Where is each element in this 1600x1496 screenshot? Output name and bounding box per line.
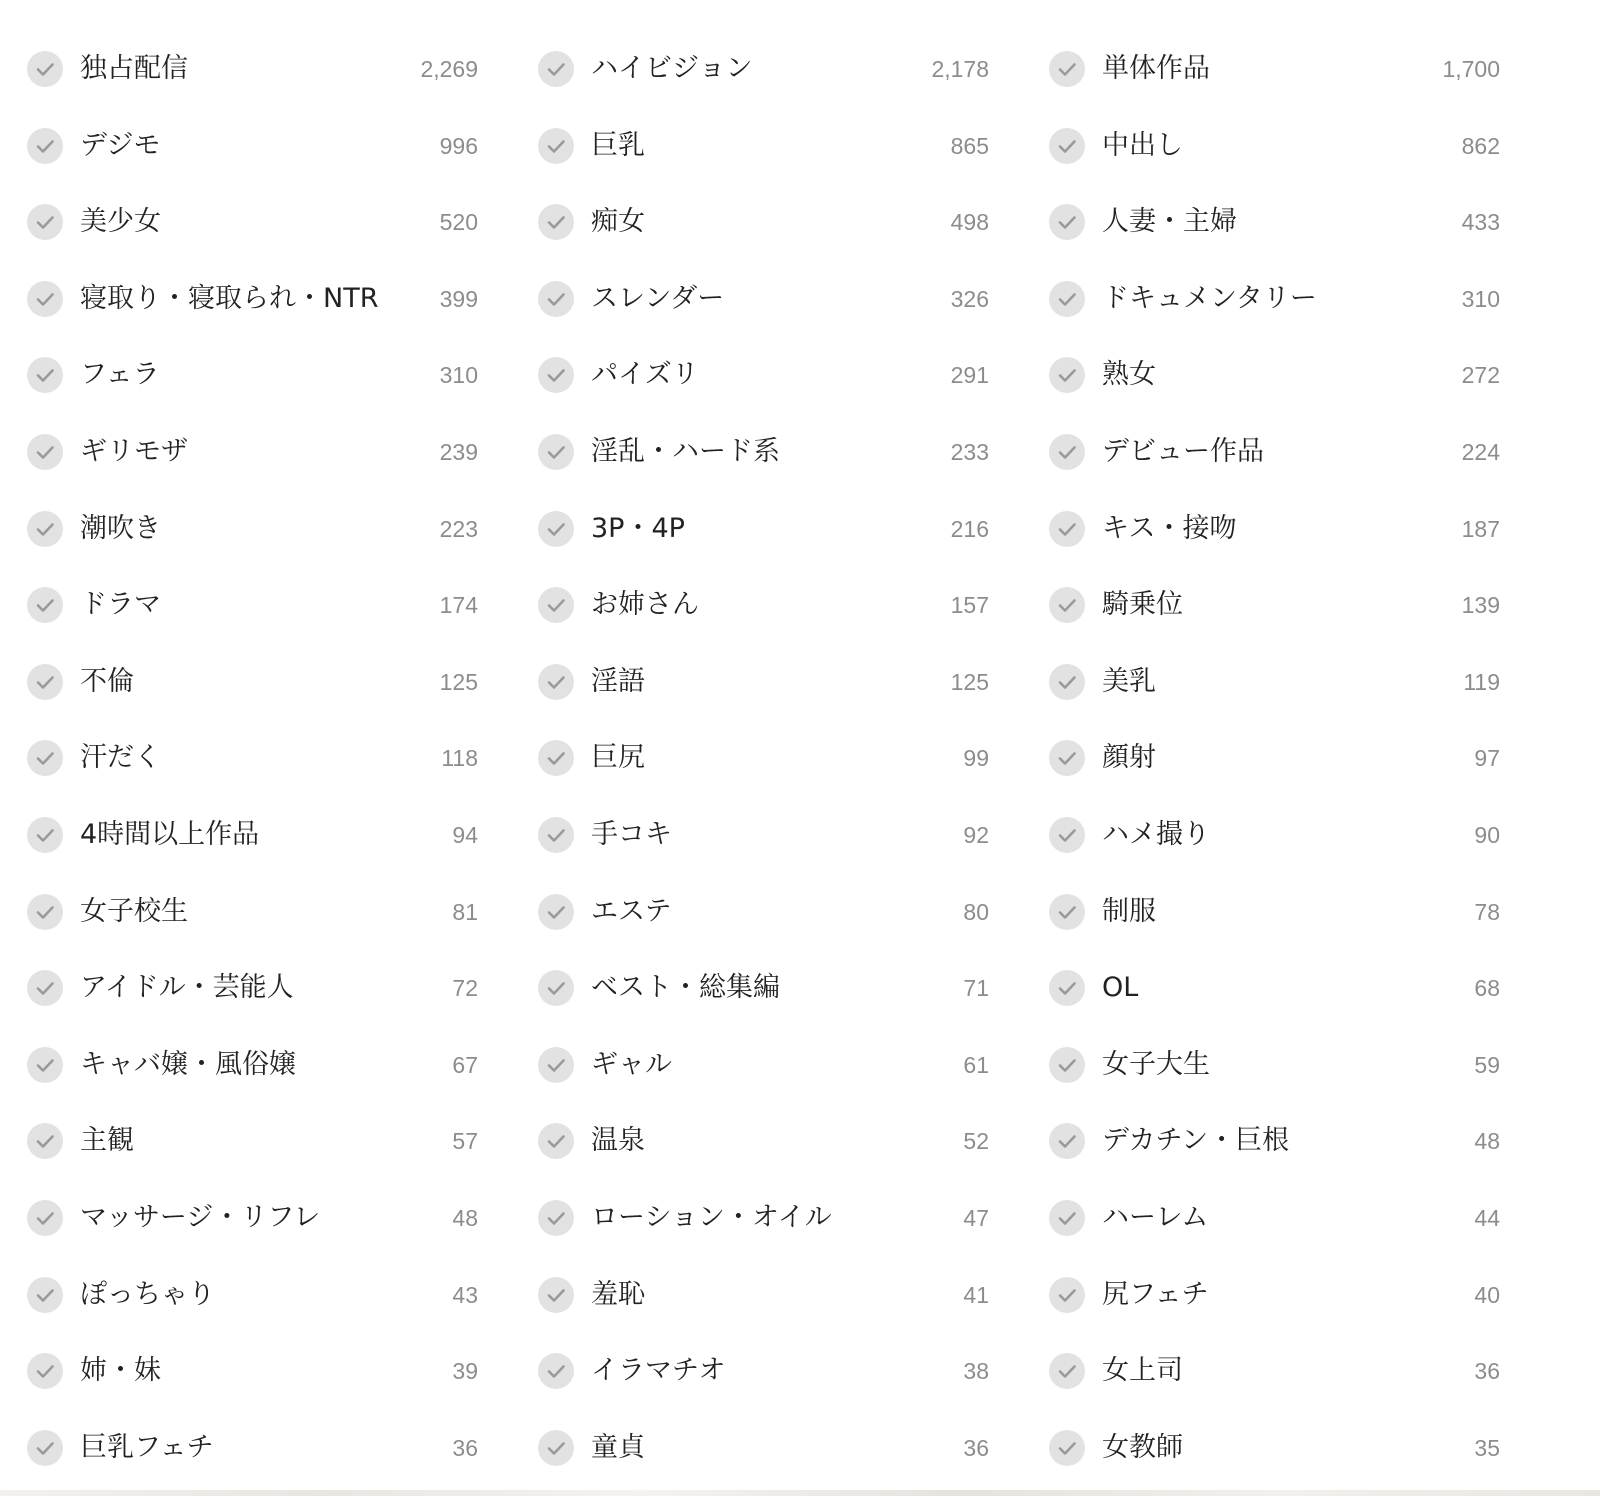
genre-count: 36	[1474, 1358, 1500, 1385]
genre-count: 61	[963, 1051, 989, 1078]
genre-name[interactable]: 女上司	[1102, 1355, 1183, 1387]
checkmark-circle-icon[interactable]	[27, 51, 63, 87]
genre-name[interactable]: ハイビジョン	[591, 53, 753, 84]
genre-filter-item[interactable]	[1022, 874, 1533, 951]
genre-name[interactable]: 巨尻	[591, 742, 645, 774]
genre-filter-item[interactable]	[0, 644, 511, 721]
genre-count: 125	[439, 668, 478, 695]
checkmark-circle-icon[interactable]	[1049, 1047, 1085, 1083]
checkmark-circle-icon[interactable]	[1049, 1123, 1085, 1159]
genre-name[interactable]: 顔射	[1102, 742, 1156, 774]
genre-filter-item[interactable]	[1022, 1180, 1533, 1257]
genre-name[interactable]: キャバ嬢・風俗嬢	[80, 1048, 296, 1080]
genre-name[interactable]: 羞恥	[591, 1278, 645, 1310]
genre-name[interactable]: イラマチオ	[591, 1355, 726, 1387]
genre-filter-item[interactable]	[511, 644, 1022, 721]
genre-name[interactable]: キス・接吻	[1102, 512, 1237, 544]
genre-count: 224	[1461, 438, 1500, 465]
genre-filter-item[interactable]	[0, 31, 511, 108]
genre-name[interactable]: 痴女	[591, 206, 645, 238]
checkmark-circle-icon[interactable]	[27, 281, 63, 317]
genre-count: 71	[963, 975, 989, 1002]
genre-filter-item[interactable]	[511, 108, 1022, 185]
genre-filter-item[interactable]	[0, 720, 511, 797]
genre-filter-item[interactable]	[511, 720, 1022, 797]
checkmark-circle-icon[interactable]	[538, 1123, 574, 1159]
genre-name[interactable]: 淫乱・ハード系	[591, 435, 780, 467]
genre-filter-item[interactable]	[511, 874, 1022, 951]
genre-count: 862	[1461, 132, 1500, 159]
checkmark-circle-icon[interactable]	[538, 434, 574, 470]
genre-filter-item[interactable]	[0, 1103, 511, 1180]
checkmark-circle-icon[interactable]	[27, 1123, 63, 1159]
genre-count: 2,269	[420, 56, 478, 82]
genre-name[interactable]: 姉・妹	[80, 1355, 161, 1387]
genre-filter-item[interactable]	[0, 108, 511, 185]
genre-count: 433	[1461, 209, 1500, 236]
genre-name[interactable]: ハメ撮り	[1102, 818, 1210, 850]
genre-filter-item[interactable]	[511, 1333, 1022, 1410]
genre-name[interactable]: アイドル・芸能人	[80, 972, 294, 1004]
checkmark-circle-icon[interactable]	[538, 664, 574, 700]
genre-filter-item[interactable]	[1022, 261, 1533, 338]
genre-row	[0, 31, 1600, 108]
genre-name[interactable]: エステ	[591, 895, 672, 927]
genre-name[interactable]: マッサージ・リフレ	[80, 1201, 321, 1233]
genre-count: 81	[452, 898, 478, 925]
checkmark-circle-icon[interactable]	[1049, 434, 1085, 470]
genre-name[interactable]: ギリモザ	[80, 435, 188, 467]
checkmark-circle-icon[interactable]	[538, 204, 574, 240]
genre-name[interactable]: 淫語	[591, 665, 645, 697]
genre-filter-item[interactable]	[511, 950, 1022, 1027]
genre-name[interactable]: 手コキ	[591, 818, 672, 850]
genre-count: 216	[950, 515, 989, 542]
genre-row	[0, 797, 1600, 874]
checkmark-circle-icon[interactable]	[538, 511, 574, 547]
genre-filter-item[interactable]	[1022, 337, 1533, 414]
checkmark-circle-icon[interactable]	[27, 970, 63, 1006]
genre-filter-item[interactable]	[1022, 644, 1533, 721]
genre-count: 291	[950, 362, 989, 389]
checkmark-circle-icon[interactable]	[27, 817, 63, 853]
checkmark-circle-icon[interactable]	[538, 740, 574, 776]
genre-row	[0, 337, 1600, 414]
checkmark-circle-icon[interactable]	[538, 894, 574, 930]
genre-name[interactable]: 女教師	[1102, 1431, 1183, 1463]
genre-name[interactable]: 熟女	[1102, 359, 1156, 391]
genre-filter-item[interactable]	[0, 567, 511, 644]
genre-filter-item[interactable]	[1022, 414, 1533, 491]
checkmark-circle-icon[interactable]	[538, 51, 574, 87]
checkmark-circle-icon[interactable]	[1049, 664, 1085, 700]
genre-name[interactable]: 巨乳フェチ	[80, 1431, 214, 1463]
genre-name[interactable]: ギャル	[591, 1048, 672, 1080]
genre-filter-item[interactable]	[0, 184, 511, 261]
genre-count: 36	[452, 1434, 478, 1461]
checkmark-circle-icon[interactable]	[1049, 51, 1085, 87]
checkmark-circle-icon[interactable]	[1049, 128, 1085, 164]
genre-row	[0, 1257, 1600, 1334]
genre-filter-item[interactable]	[511, 1257, 1022, 1334]
genre-name[interactable]: 人妻・主婦	[1102, 206, 1237, 238]
genre-name[interactable]: OL	[1102, 972, 1139, 1004]
checkmark-circle-icon[interactable]	[1049, 587, 1085, 623]
genre-count: 125	[950, 668, 989, 695]
genre-row	[0, 874, 1600, 951]
genre-count: 67	[452, 1051, 478, 1078]
genre-name[interactable]: 潮吹き	[80, 512, 161, 544]
genre-filter-item[interactable]	[0, 1180, 511, 1257]
genre-name[interactable]: 尻フェチ	[1102, 1278, 1209, 1310]
genre-filter-item[interactable]	[0, 414, 511, 491]
genre-filter-item[interactable]	[511, 797, 1022, 874]
genre-count: 48	[1474, 1128, 1500, 1155]
genre-count: 72	[452, 975, 478, 1002]
genre-name[interactable]: デカチン・巨根	[1102, 1125, 1290, 1157]
checkmark-circle-icon[interactable]	[538, 1047, 574, 1083]
genre-row	[0, 491, 1600, 568]
genre-filter-item[interactable]	[511, 261, 1022, 338]
genre-filter-item[interactable]	[0, 261, 511, 338]
genre-name[interactable]: 主観	[80, 1125, 134, 1157]
genre-count: 57	[452, 1128, 478, 1155]
genre-filter-item[interactable]	[511, 31, 1022, 108]
genre-count: 174	[439, 592, 478, 619]
genre-name[interactable]: ドキュメンタリー	[1102, 282, 1317, 314]
genre-count: 498	[950, 209, 989, 236]
genre-count: 40	[1474, 1281, 1500, 1308]
genre-filter-item[interactable]	[511, 1410, 1022, 1487]
genre-filter-item[interactable]	[0, 797, 511, 874]
genre-name[interactable]: 美少女	[80, 206, 161, 238]
checkmark-circle-icon[interactable]	[1049, 1353, 1085, 1389]
genre-filter-item[interactable]	[1022, 797, 1533, 874]
checkmark-circle-icon[interactable]	[27, 434, 63, 470]
genre-name[interactable]: 単体作品	[1102, 53, 1210, 84]
checkmark-circle-icon[interactable]	[27, 894, 63, 930]
genre-count: 187	[1461, 515, 1500, 542]
genre-filter-item[interactable]	[1022, 491, 1533, 568]
checkmark-circle-icon[interactable]	[27, 664, 63, 700]
genre-count: 326	[950, 285, 989, 312]
genre-name[interactable]: 寝取り・寝取られ・NTR	[80, 282, 379, 314]
genre-count: 68	[1474, 975, 1500, 1002]
checkmark-circle-icon[interactable]	[27, 740, 63, 776]
checkmark-circle-icon[interactable]	[1049, 894, 1085, 930]
checkmark-circle-icon[interactable]	[538, 1200, 574, 1236]
genre-count: 399	[439, 285, 478, 312]
genre-filter-item[interactable]	[1022, 1333, 1533, 1410]
checkmark-circle-icon[interactable]	[27, 1430, 63, 1466]
genre-count: 43	[452, 1281, 478, 1308]
genre-filter-item[interactable]	[0, 1257, 511, 1334]
genre-count: 39	[452, 1358, 478, 1385]
genre-name[interactable]: パイズリ	[591, 359, 699, 391]
checkmark-circle-icon[interactable]	[1049, 1277, 1085, 1313]
checkmark-circle-icon[interactable]	[538, 128, 574, 164]
genre-count: 118	[441, 745, 478, 772]
genre-count: 94	[452, 821, 478, 848]
checkmark-circle-icon[interactable]	[1049, 817, 1085, 853]
genre-name[interactable]: 騎乗位	[1102, 589, 1183, 621]
genre-filter-item[interactable]	[0, 1027, 511, 1104]
genre-name[interactable]: ローション・オイル	[591, 1201, 832, 1233]
genre-count: 1,700	[1442, 56, 1500, 82]
checkmark-circle-icon[interactable]	[27, 1277, 63, 1313]
genre-count: 865	[950, 132, 989, 159]
genre-count: 38	[963, 1358, 989, 1385]
genre-name[interactable]: 汗だく	[80, 742, 161, 774]
genre-count: 41	[963, 1281, 989, 1308]
genre-name[interactable]: 中出し	[1102, 129, 1183, 161]
genre-filter-item[interactable]	[511, 491, 1022, 568]
genre-count: 119	[1463, 668, 1500, 695]
checkmark-circle-icon[interactable]	[1049, 740, 1085, 776]
genre-count: 157	[950, 592, 989, 619]
genre-name[interactable]: 不倫	[80, 665, 134, 697]
genre-name[interactable]: ドラマ	[80, 589, 161, 621]
genre-filter-item[interactable]	[1022, 1257, 1533, 1334]
genre-row	[0, 1027, 1600, 1104]
genre-name[interactable]: ハーレム	[1102, 1201, 1209, 1233]
checkmark-circle-icon[interactable]	[27, 587, 63, 623]
checkmark-circle-icon[interactable]	[538, 281, 574, 317]
genre-count: 520	[439, 209, 478, 236]
genre-count: 272	[1461, 362, 1500, 389]
checkmark-circle-icon[interactable]	[27, 1200, 63, 1236]
genre-filter-item[interactable]	[511, 337, 1022, 414]
checkmark-circle-icon[interactable]	[1049, 511, 1085, 547]
genre-row	[0, 1333, 1600, 1410]
genre-name[interactable]: 童貞	[591, 1431, 645, 1463]
genre-filter-item[interactable]	[0, 491, 511, 568]
genre-filter-item[interactable]	[0, 1333, 511, 1410]
genre-count: 59	[1474, 1051, 1500, 1078]
genre-name[interactable]: 女子校生	[80, 895, 188, 927]
checkmark-circle-icon[interactable]	[1049, 1200, 1085, 1236]
genre-filter-item[interactable]	[1022, 31, 1533, 108]
genre-name[interactable]: ベスト・総集編	[591, 972, 780, 1004]
genre-row	[0, 1410, 1600, 1487]
genre-count: 239	[439, 438, 478, 465]
genre-name[interactable]: 女子大生	[1102, 1048, 1210, 1080]
genre-row	[0, 567, 1600, 644]
genre-name[interactable]: フェラ	[80, 359, 160, 391]
genre-count: 44	[1474, 1204, 1500, 1231]
checkmark-circle-icon[interactable]	[27, 1047, 63, 1083]
genre-filter-item[interactable]	[1022, 950, 1533, 1027]
genre-row	[0, 184, 1600, 261]
genre-count: 233	[950, 438, 989, 465]
genre-count: 99	[963, 745, 989, 772]
checkmark-circle-icon[interactable]	[27, 1353, 63, 1389]
genre-count: 47	[963, 1204, 989, 1231]
checkmark-circle-icon[interactable]	[538, 970, 574, 1006]
genre-count: 52	[963, 1128, 989, 1155]
genre-filter-item[interactable]	[511, 1103, 1022, 1180]
genre-filter-item[interactable]	[0, 1410, 511, 1487]
genre-name[interactable]: 美乳	[1102, 665, 1156, 697]
genre-filter-list	[0, 31, 1600, 1486]
genre-name[interactable]: ぽっちゃり	[80, 1278, 215, 1310]
genre-filter-item[interactable]	[1022, 108, 1533, 185]
genre-count: 996	[439, 132, 478, 159]
genre-row	[0, 950, 1600, 1027]
genre-name[interactable]: 制服	[1102, 895, 1156, 927]
genre-filter-item[interactable]	[511, 1180, 1022, 1257]
genre-name[interactable]: 独占配信	[80, 53, 188, 84]
genre-row	[0, 720, 1600, 797]
checkmark-circle-icon[interactable]	[1049, 970, 1085, 1006]
bottom-image-strip	[0, 1490, 1600, 1496]
genre-row	[0, 644, 1600, 721]
genre-filter-item[interactable]	[1022, 1410, 1533, 1487]
checkmark-circle-icon[interactable]	[27, 357, 63, 393]
checkmark-circle-icon[interactable]	[538, 1430, 574, 1466]
genre-name[interactable]: 4時間以上作品	[80, 818, 260, 850]
genre-row	[0, 108, 1600, 185]
genre-count: 310	[1461, 285, 1500, 312]
genre-name[interactable]: スレンダー	[591, 282, 725, 314]
checkmark-circle-icon[interactable]	[27, 128, 63, 164]
genre-name[interactable]: デビュー作品	[1102, 435, 1264, 467]
genre-name[interactable]: 温泉	[591, 1125, 645, 1157]
genre-filter-item[interactable]	[0, 874, 511, 951]
genre-count: 36	[963, 1434, 989, 1461]
genre-name[interactable]: 3P・4P	[591, 512, 685, 544]
genre-filter-item[interactable]	[511, 414, 1022, 491]
genre-count: 97	[1474, 745, 1500, 772]
genre-row	[0, 414, 1600, 491]
genre-filter-item[interactable]	[1022, 1103, 1533, 1180]
checkmark-circle-icon[interactable]	[538, 1353, 574, 1389]
genre-name[interactable]: デジモ	[80, 129, 161, 161]
genre-count: 48	[452, 1204, 478, 1231]
genre-filter-item[interactable]	[1022, 1027, 1533, 1104]
checkmark-circle-icon[interactable]	[538, 587, 574, 623]
genre-count: 78	[1474, 898, 1500, 925]
checkmark-circle-icon[interactable]	[27, 511, 63, 547]
checkmark-circle-icon[interactable]	[538, 1277, 574, 1313]
genre-count: 90	[1474, 821, 1500, 848]
genre-count: 35	[1474, 1434, 1500, 1461]
genre-count: 2,178	[931, 56, 989, 82]
genre-row	[0, 261, 1600, 338]
checkmark-circle-icon[interactable]	[1049, 204, 1085, 240]
genre-count: 223	[439, 515, 478, 542]
genre-count: 310	[439, 362, 478, 389]
genre-filter-item[interactable]	[0, 337, 511, 414]
genre-row	[0, 1180, 1600, 1257]
genre-row	[0, 1103, 1600, 1180]
genre-filter-item[interactable]	[0, 950, 511, 1027]
genre-filter-item[interactable]	[511, 184, 1022, 261]
checkmark-circle-icon[interactable]	[538, 817, 574, 853]
genre-count: 139	[1461, 592, 1500, 619]
checkmark-circle-icon[interactable]	[1049, 281, 1085, 317]
genre-filter-item[interactable]	[1022, 184, 1533, 261]
genre-count: 92	[963, 821, 989, 848]
genre-count: 80	[963, 898, 989, 925]
genre-filter-item[interactable]	[511, 1027, 1022, 1104]
genre-name[interactable]: お姉さん	[591, 589, 699, 621]
genre-filter-item[interactable]	[511, 567, 1022, 644]
genre-name[interactable]: 巨乳	[591, 129, 645, 161]
genre-filter-item[interactable]	[1022, 567, 1533, 644]
genre-filter-item[interactable]	[1022, 720, 1533, 797]
checkmark-circle-icon[interactable]	[1049, 1430, 1085, 1466]
checkmark-circle-icon[interactable]	[27, 204, 63, 240]
checkmark-circle-icon[interactable]	[1049, 357, 1085, 393]
checkmark-circle-icon[interactable]	[538, 357, 574, 393]
